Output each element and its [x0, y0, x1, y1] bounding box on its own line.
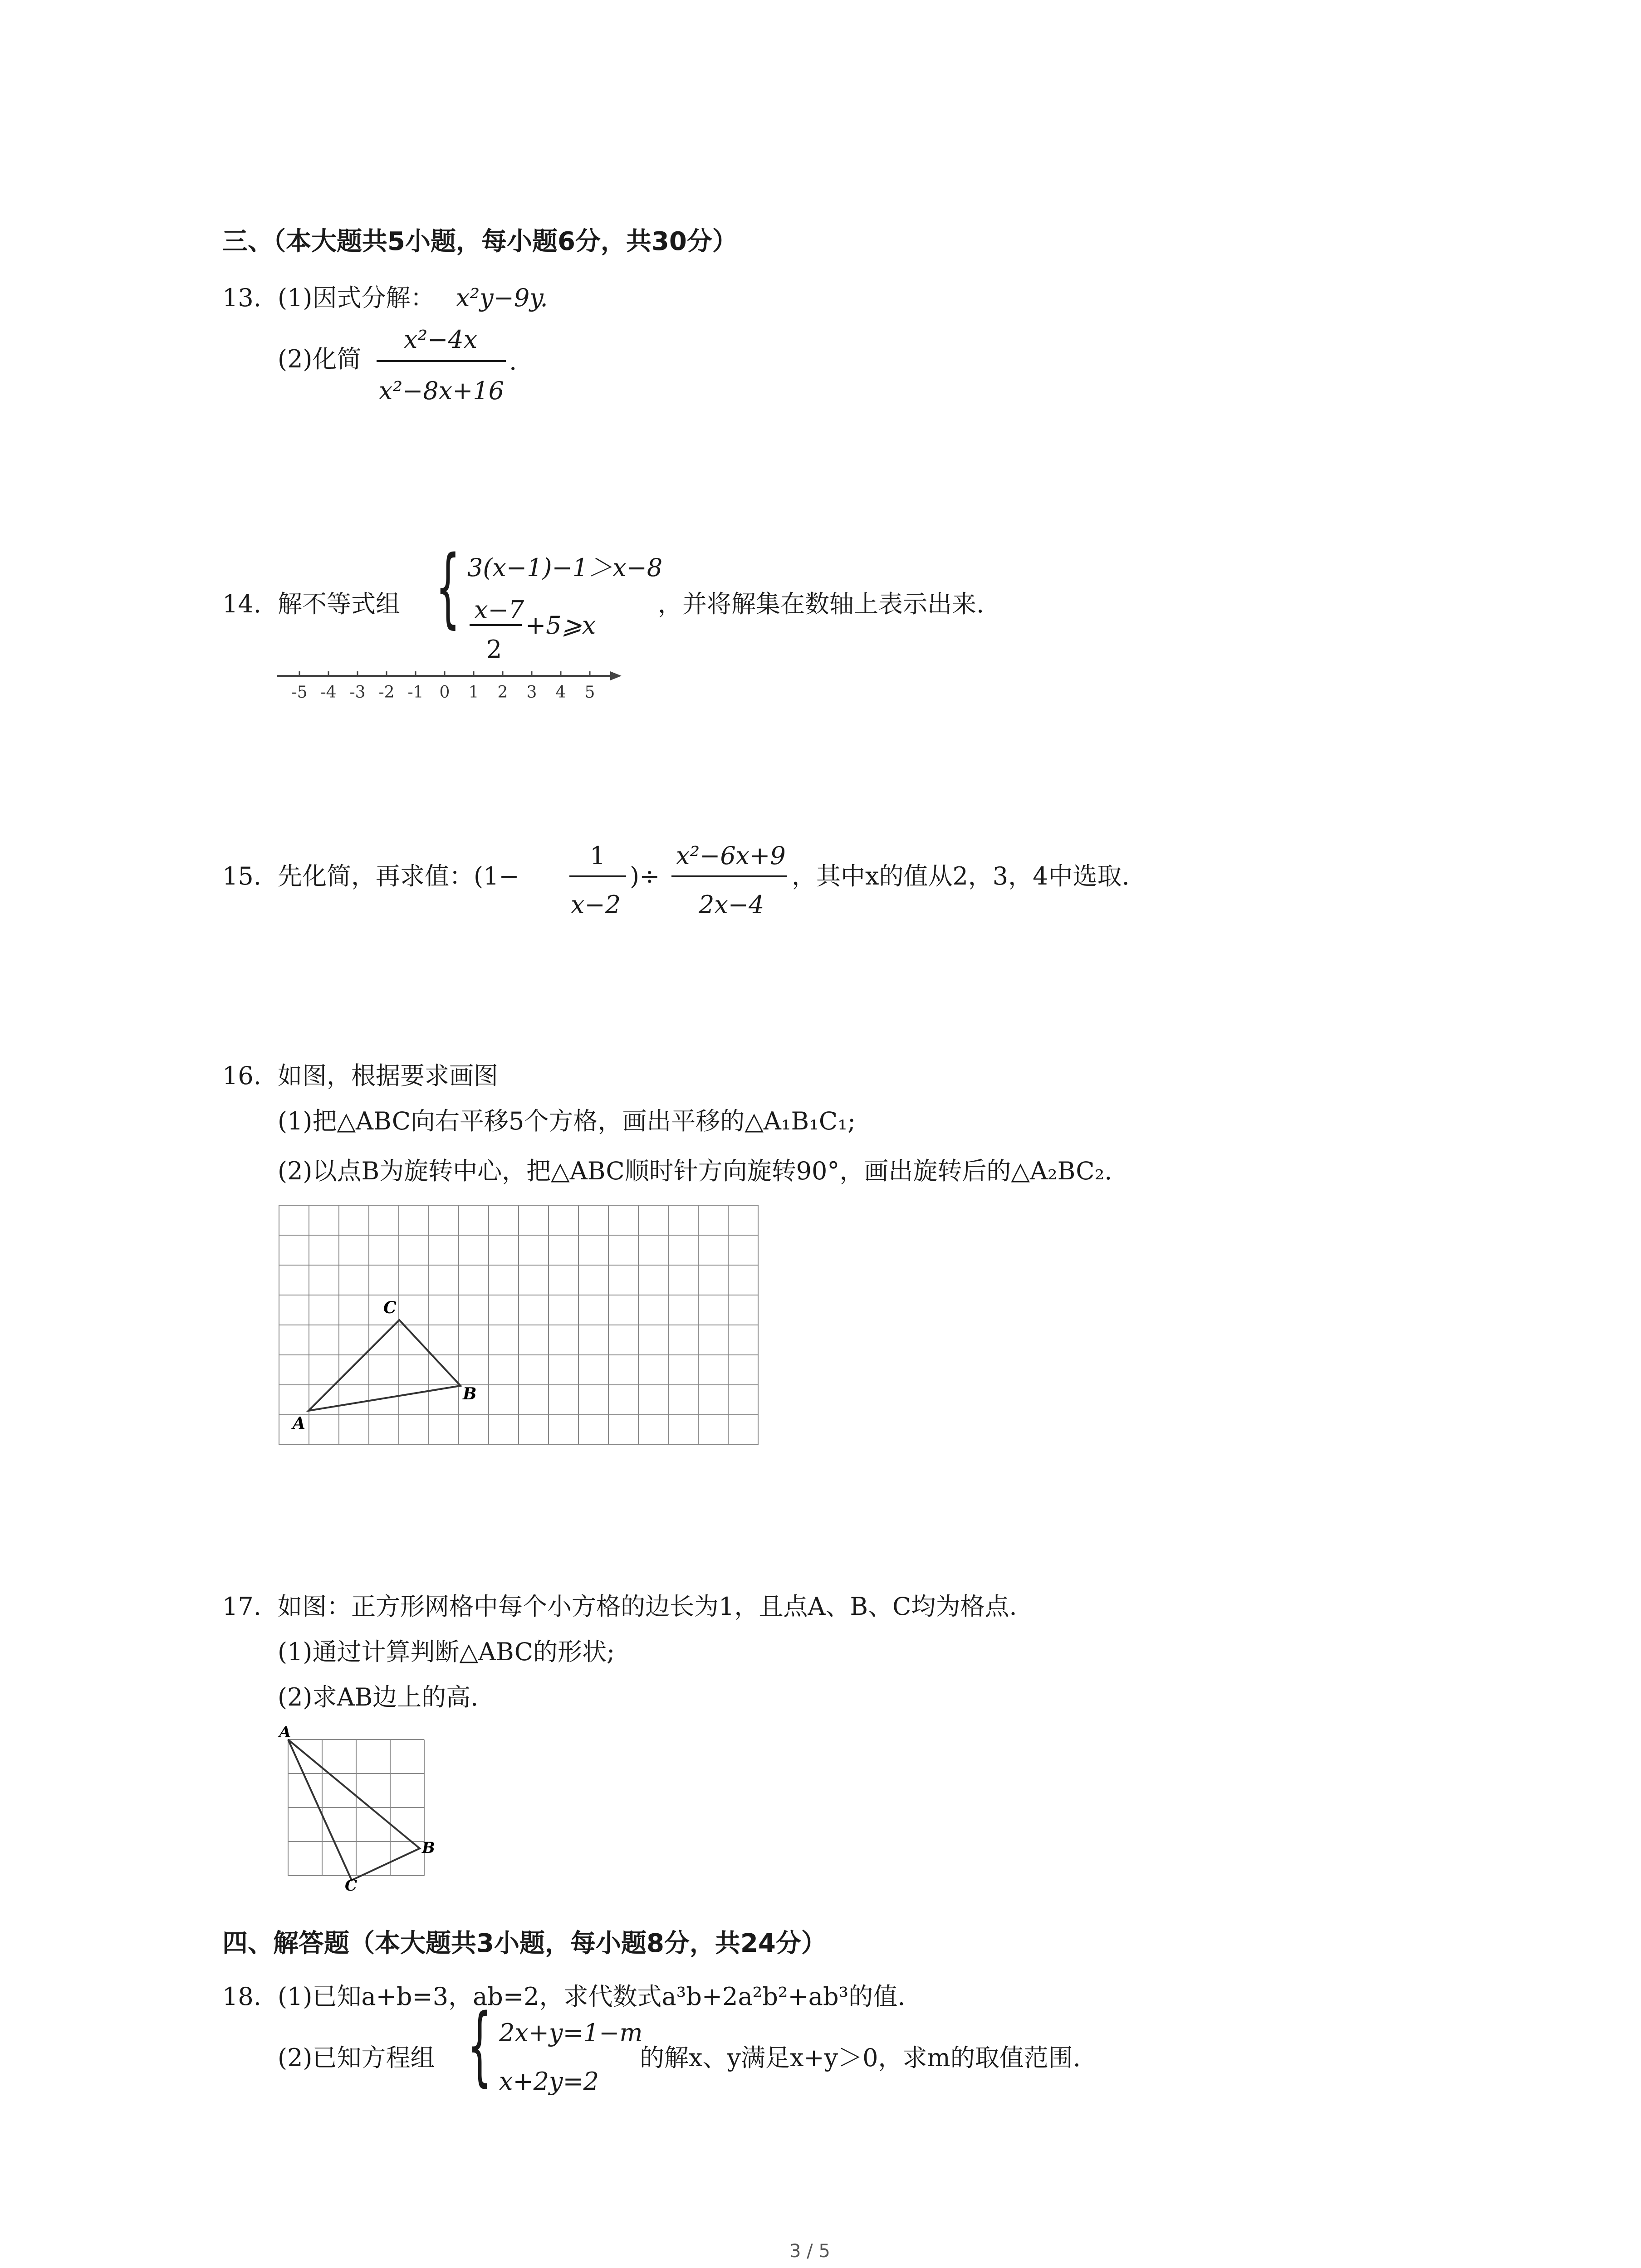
- q18-part2-lead: (2)已知方程组: [278, 2043, 435, 2072]
- q15-lead: 先化简，再求值：(1−: [278, 862, 519, 890]
- q18-equation-1: 2x+y=1−m: [499, 2019, 643, 2047]
- number-line: [272, 667, 626, 712]
- number-line-tick-label: 3: [526, 683, 537, 702]
- q17-grid-figure: [272, 1719, 454, 1892]
- q14-brace: {: [436, 537, 460, 637]
- number-line-tick-label: 0: [439, 683, 450, 702]
- q18-part2-tail: 的解x、y满足x+y＞0，求m的取值范围.: [640, 2043, 1081, 2072]
- section4-heading: 四、解答题（本大题共3小题，每小题8分，共24分）: [222, 1929, 827, 1958]
- q16-label-b: B: [463, 1384, 477, 1403]
- q14-ineq2-numerator: x−7: [474, 596, 524, 624]
- q15-fraction2-bar: [671, 875, 787, 877]
- q16-lead: 如图，根据要求画图: [278, 1061, 498, 1090]
- q13-part2-label: (2)化简: [278, 345, 362, 373]
- q13-number: 13.: [222, 284, 261, 312]
- number-line-tick-label: -5: [291, 683, 308, 702]
- q17-label-b: B: [422, 1839, 435, 1857]
- q13-period: .: [509, 347, 517, 376]
- q15-tail: ，其中x的值从2，3，4中选取.: [792, 862, 1130, 890]
- q17-part1: (1)通过计算判断△ABC的形状;: [278, 1637, 615, 1666]
- q18-equation-2: x+2y=2: [499, 2067, 599, 2096]
- q17-triangle-abc: [288, 1740, 420, 1880]
- q13-fraction-denominator: x²−8x+16: [379, 376, 505, 405]
- q18-brace: {: [467, 1995, 492, 2096]
- q14-ineq2-rest: +5⩾x: [525, 611, 596, 640]
- q16-label-c: C: [383, 1298, 397, 1317]
- q16-grid-figure: [272, 1204, 762, 1458]
- number-line-tick-label: -3: [349, 683, 366, 702]
- number-line-tick-label: -4: [320, 683, 337, 702]
- q17-label-a: A: [279, 1723, 291, 1741]
- q16-triangle-abc: [309, 1320, 460, 1411]
- q17-number: 17.: [222, 1592, 261, 1621]
- q15-fraction1-bar: [569, 875, 626, 877]
- q13-fraction-numerator: x²−4x: [404, 325, 478, 354]
- number-line-tick-label: 5: [584, 683, 595, 702]
- number-line-tick-label: -1: [407, 683, 424, 702]
- q15-divide: )÷: [630, 862, 660, 890]
- section3-heading: 三、（本大题共5小题，每小题6分，共30分）: [222, 227, 738, 256]
- number-line-tick-label: 4: [555, 683, 566, 702]
- q15-fraction1-numerator: 1: [590, 841, 606, 870]
- q17-part2: (2)求AB边上的高.: [278, 1683, 479, 1711]
- number-line-arrow-icon: [610, 671, 622, 680]
- q17-lead: 如图：正方形网格中每个小方格的边长为1，且点A、B、C均为格点.: [278, 1592, 1017, 1621]
- q13-part1-label: (1)因式分解：: [278, 284, 435, 312]
- q13-fraction-bar: [377, 360, 506, 362]
- q18-part1: (1)已知a+b=3，ab=2，求代数式a³b+2a²b²+ab³的值.: [278, 1982, 906, 2011]
- q14-number: 14.: [222, 590, 261, 618]
- number-line-tick-label: 1: [468, 683, 479, 702]
- q16-part2: (2)以点B为旋转中心，把△ABC顺时针方向旋转90°，画出旋转后的△A₂BC₂.: [278, 1157, 1112, 1185]
- number-line-tick-label: -2: [378, 683, 395, 702]
- number-line-tick-label: 2: [497, 683, 508, 702]
- q17-label-c: C: [345, 1877, 358, 1892]
- q14-tail: ，并将解集在数轴上表示出来.: [658, 590, 985, 618]
- q14-inequality-1: 3(x−1)−1＞x−8: [467, 553, 663, 582]
- q16-number: 16.: [222, 1061, 261, 1090]
- q14-lead: 解不等式组: [278, 590, 400, 618]
- q14-ineq2-fraction-bar: [470, 624, 522, 626]
- q13-part1-expression: x²y−9y.: [456, 284, 548, 312]
- q15-fraction1-denominator: x−2: [571, 890, 621, 919]
- q14-ineq2-denominator: 2: [486, 635, 502, 664]
- q16-label-a: A: [293, 1414, 305, 1433]
- q18-number: 18.: [222, 1982, 261, 2011]
- q15-fraction2-numerator: x²−6x+9: [676, 841, 786, 870]
- q15-fraction2-denominator: 2x−4: [699, 890, 764, 919]
- q15-number: 15.: [222, 862, 261, 890]
- q16-part1: (1)把△ABC向右平移5个方格，画出平移的△A₁B₁C₁;: [278, 1107, 856, 1135]
- page-number: 3 / 5: [789, 2241, 830, 2262]
